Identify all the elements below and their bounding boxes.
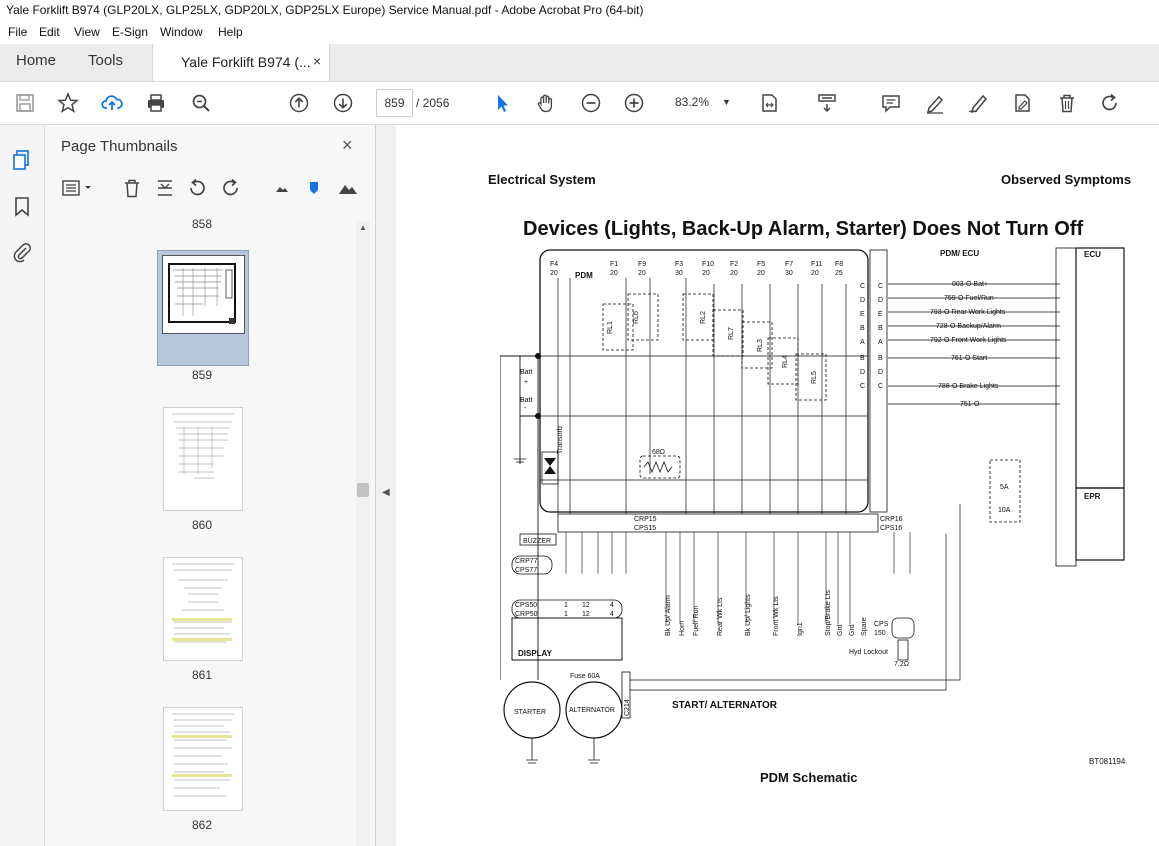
next-page-icon[interactable]	[332, 92, 354, 114]
zoom-in-icon[interactable]	[623, 92, 645, 114]
pdm-box	[540, 250, 868, 512]
svg-text:20: 20	[702, 270, 710, 277]
thumbnail-number: 859	[191, 368, 213, 382]
thumbnail-size-slider[interactable]	[303, 177, 325, 199]
svg-text:Fuse 60A: Fuse 60A	[570, 673, 600, 680]
svg-text:F3: F3	[675, 261, 684, 268]
svg-text:20: 20	[757, 270, 765, 277]
page-thumbnails-panel	[45, 125, 376, 846]
svg-text:20: 20	[730, 270, 738, 277]
svg-text:12: 12	[582, 611, 590, 618]
pdm-ecu-label: PDM/ ECU	[940, 249, 980, 258]
bookmark-star-icon[interactable]	[57, 92, 79, 114]
highlight-pen-icon[interactable]	[924, 92, 946, 114]
svg-text:D: D	[860, 369, 866, 376]
fill-sign-icon[interactable]	[1011, 92, 1033, 114]
svg-text:Spare: Spare	[861, 617, 868, 636]
page-thumbnails-icon[interactable]	[11, 149, 33, 171]
pdm-schematic	[500, 244, 1130, 784]
svg-text:793-O Rear Work Lights: 793-O Rear Work Lights	[930, 309, 1006, 316]
menu-help[interactable]: Help	[218, 25, 243, 39]
pdm-label: PDM	[575, 271, 593, 280]
svg-text:RL3: RL3	[757, 339, 764, 352]
page-number-input[interactable]: 859	[376, 89, 413, 117]
svg-text:Front Wk Lts: Front Wk Lts	[773, 596, 780, 636]
attachments-icon[interactable]	[11, 241, 33, 263]
svg-text:1: 1	[564, 611, 568, 618]
svg-text:150: 150	[874, 630, 886, 637]
delete-trash-icon[interactable]	[1056, 92, 1078, 114]
svg-text:CRP50: CRP50	[515, 611, 538, 618]
svg-text:Rear Wk Lts: Rear Wk Lts	[717, 597, 724, 636]
svg-text:F10: F10	[702, 261, 715, 268]
collapse-panel-icon[interactable]: ◀	[382, 487, 390, 498]
thumbnail-number: 862	[191, 818, 213, 832]
svg-text:003-O Bat+: 003-O Bat+	[952, 281, 988, 288]
svg-text:RL5: RL5	[811, 371, 818, 384]
rotate-right-icon[interactable]	[220, 177, 242, 199]
rotate-left-icon[interactable]	[186, 177, 208, 199]
svg-text:Grd: Grd	[837, 624, 844, 636]
bookmarks-icon[interactable]	[11, 195, 33, 217]
svg-text:Ign1: Ign1	[797, 622, 804, 636]
thumbnail-page-862[interactable]	[163, 707, 243, 811]
svg-text:68Ω: 68Ω	[652, 449, 666, 456]
svg-text:Horn: Horn	[679, 620, 686, 636]
svg-text:RL7: RL7	[728, 327, 735, 340]
thumbnail-number: 858	[191, 217, 213, 231]
svg-text:RL1: RL1	[607, 321, 614, 334]
svg-text:STARTER: STARTER	[514, 709, 547, 716]
rotate-icon[interactable]	[1099, 92, 1121, 114]
svg-text:CRP77: CRP77	[515, 558, 538, 565]
panel-title: Page Thumbnails	[61, 138, 178, 155]
svg-text:F9: F9	[638, 261, 647, 268]
svg-text:D: D	[878, 297, 884, 304]
thumbnail-preview	[162, 255, 245, 334]
thumbnail-page-860[interactable]	[163, 407, 243, 511]
svg-text:CPS: CPS	[874, 621, 889, 628]
svg-text:F2: F2	[730, 261, 739, 268]
extract-page-icon[interactable]	[154, 177, 176, 199]
panel-splitter[interactable]	[376, 125, 396, 846]
svg-text:Hyd Lockout: Hyd Lockout	[849, 649, 888, 656]
svg-text:Batt: Batt	[520, 397, 533, 404]
svg-text:30: 30	[785, 270, 793, 277]
menu-bar	[0, 22, 1159, 44]
page-fit-icon[interactable]	[758, 92, 780, 114]
epr-label: EPR	[1084, 492, 1101, 501]
svg-text:F8: F8	[835, 261, 844, 268]
svg-text:10A: 10A	[998, 507, 1011, 514]
svg-text:D: D	[860, 297, 866, 304]
save-icon[interactable]	[14, 92, 36, 114]
svg-text:20: 20	[638, 270, 646, 277]
svg-text:B: B	[878, 355, 883, 362]
left-rail	[0, 125, 45, 846]
svg-text:792-O Front Work Lights: 792-O Front Work Lights	[930, 337, 1007, 344]
svg-text:CRP16: CRP16	[880, 516, 903, 523]
thumbnail-scrollbar[interactable]	[356, 221, 370, 846]
svg-text:CPS50: CPS50	[515, 602, 538, 609]
thumbnail-number: 861	[191, 668, 213, 682]
svg-text:C: C	[878, 283, 884, 290]
zoom-select[interactable]	[668, 89, 738, 115]
svg-text:25: 25	[835, 270, 843, 277]
zoom-search-icon[interactable]	[190, 92, 212, 114]
delete-page-icon[interactable]	[121, 177, 143, 199]
svg-text:RL4: RL4	[782, 355, 789, 368]
tab-bar	[0, 44, 1159, 82]
scroll-mode-icon[interactable]	[816, 92, 838, 114]
thumbnail-number: 860	[191, 518, 213, 532]
previous-page-icon[interactable]	[288, 92, 310, 114]
thumbnail-list	[45, 213, 355, 846]
select-cursor-icon[interactable]	[491, 92, 513, 114]
connector-pins	[860, 283, 883, 390]
zoom-value: 83.2%	[675, 95, 710, 109]
svg-text:5A: 5A	[1000, 484, 1009, 491]
comment-icon[interactable]	[880, 92, 902, 114]
svg-text:4: 4	[610, 611, 614, 618]
ecu-box	[1076, 248, 1124, 488]
menu-window[interactable]: Window	[160, 25, 203, 39]
svg-text:E: E	[878, 311, 883, 318]
svg-text:Batt: Batt	[520, 369, 533, 376]
page-header-right: Observed Symptoms	[1001, 172, 1132, 187]
hand-tool-icon[interactable]	[535, 92, 557, 114]
svg-text:728-O Backup/Alarm: 728-O Backup/Alarm	[936, 323, 1001, 330]
svg-text:CPS16: CPS16	[880, 525, 903, 532]
svg-text:+: +	[524, 379, 529, 386]
svg-text:Transorb: Transorb	[557, 426, 564, 454]
svg-text:C214: C214	[624, 699, 631, 716]
panel-toolbar	[45, 169, 375, 209]
svg-text:20: 20	[550, 270, 558, 277]
svg-text:E: E	[860, 311, 865, 318]
display-label: DISPLAY	[518, 649, 552, 658]
thumbnail-page-859[interactable]	[157, 250, 249, 366]
fuse-row	[550, 261, 843, 277]
svg-text:20: 20	[610, 270, 618, 277]
thumbnail-options-icon[interactable]	[61, 177, 97, 199]
svg-text:1: 1	[564, 602, 568, 609]
thumbnail-page-861[interactable]	[163, 557, 243, 661]
svg-text:ALTERNATOR: ALTERNATOR	[569, 707, 615, 714]
svg-text:F11: F11	[811, 261, 823, 268]
svg-text:B: B	[860, 355, 865, 362]
draw-sign-icon[interactable]	[967, 92, 989, 114]
ecu-label: ECU	[1084, 250, 1101, 259]
svg-text:12: 12	[582, 602, 590, 609]
svg-text:CPS77: CPS77	[515, 567, 538, 574]
svg-text:4: 4	[610, 602, 614, 609]
svg-text:C: C	[860, 383, 866, 390]
svg-text:RL2: RL2	[700, 311, 707, 324]
tab-home[interactable]: Home	[16, 52, 57, 69]
svg-text:CPS15: CPS15	[634, 525, 657, 532]
tab-tools[interactable]: Tools	[88, 52, 124, 69]
page-title: Devices (Lights, Back-Up Alarm, Starter) Does Not Turn Off	[523, 218, 1084, 240]
close-panel-icon[interactable]: ×	[342, 135, 353, 155]
svg-text:751-O: 751-O	[960, 401, 980, 408]
svg-text:788-O Brake Lights: 788-O Brake Lights	[938, 383, 999, 390]
svg-text:30: 30	[675, 270, 683, 277]
scrollbar-thumb[interactable]	[357, 483, 369, 497]
menu-view[interactable]: View	[74, 25, 100, 39]
svg-text:759-O Fuel/Run: 759-O Fuel/Run	[944, 295, 994, 302]
svg-text:20: 20	[811, 270, 819, 277]
svg-text:F1: F1	[610, 261, 619, 268]
svg-text:F4: F4	[550, 261, 559, 268]
figure-caption: PDM Schematic	[760, 770, 858, 785]
svg-text:-: -	[524, 405, 527, 412]
menu-file[interactable]: File	[8, 25, 28, 39]
svg-text:BUZZER: BUZZER	[523, 538, 551, 545]
svg-text:761-O Start: 761-O Start	[951, 355, 988, 362]
start-alternator-label: START/ ALTERNATOR	[672, 700, 777, 711]
svg-text:7.2Ω: 7.2Ω	[894, 661, 909, 668]
svg-text:Grd: Grd	[849, 624, 856, 636]
svg-text:Bk Up/ Lights: Bk Up/ Lights	[745, 594, 752, 636]
svg-text:Stop/Brake Lts: Stop/Brake Lts	[825, 590, 832, 636]
upload-cloud-icon[interactable]	[101, 92, 123, 114]
title-bar	[0, 0, 1159, 22]
chevron-down-icon: ▼	[722, 97, 731, 107]
scroll-up-icon[interactable]: ▲	[359, 223, 367, 232]
menu-edit[interactable]: Edit	[39, 25, 60, 39]
svg-text:B: B	[860, 325, 865, 332]
relay-group	[603, 294, 826, 400]
svg-text:C: C	[860, 283, 866, 290]
svg-text:RL6: RL6	[633, 311, 640, 324]
zoom-out-icon[interactable]	[580, 92, 602, 114]
menu-esign[interactable]: E-Sign	[112, 25, 149, 39]
figure-code: BT081194	[1089, 757, 1126, 766]
small-thumbnail-icon[interactable]	[271, 177, 293, 199]
svg-text:A: A	[860, 339, 865, 346]
close-tab-icon[interactable]: ×	[313, 53, 322, 69]
large-thumbnail-icon[interactable]	[337, 177, 359, 199]
main-toolbar	[0, 82, 1159, 125]
bottom-function-labels	[665, 590, 868, 636]
svg-text:F7: F7	[785, 261, 794, 268]
tab-document-label: Yale Forklift B974 (...	[181, 54, 311, 70]
svg-text:C: C	[878, 383, 884, 390]
svg-text:A: A	[878, 339, 883, 346]
svg-text:CRP15: CRP15	[634, 516, 657, 523]
svg-text:B: B	[878, 325, 883, 332]
schematic-drawing	[500, 244, 1130, 784]
svg-text:F5: F5	[757, 261, 766, 268]
svg-text:Bk Up/ Alarm: Bk Up/ Alarm	[665, 595, 672, 636]
print-icon[interactable]	[145, 92, 167, 114]
svg-text:Fuel/ Run: Fuel/ Run	[693, 605, 700, 636]
page-header-left: Electrical System	[488, 172, 596, 187]
tab-document[interactable]	[152, 44, 330, 81]
window-title: Yale Forklift B974 (GLP20LX, GLP25LX, GDP20LX, GDP25LX Europe) Service Manual.pdf - Adobe Acrobat Pro (64-bit)	[6, 3, 644, 17]
svg-text:D: D	[878, 369, 884, 376]
page-total: / 2056	[416, 96, 450, 110]
